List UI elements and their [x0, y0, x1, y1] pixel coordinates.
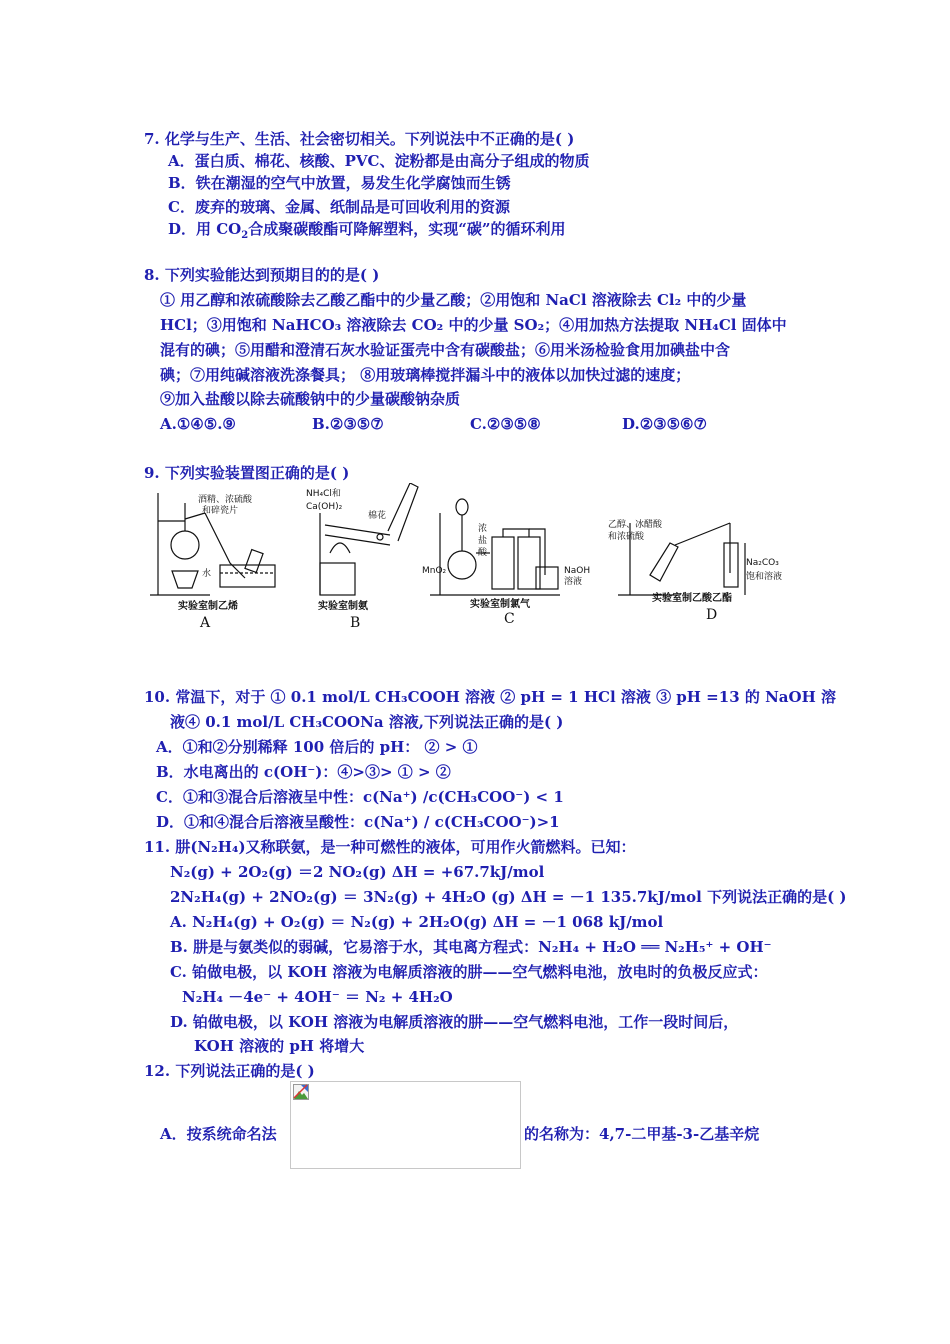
q11-option-d-cont: KOH 溶液的 pH 将增大	[194, 1037, 365, 1055]
fig-b-letter: B	[350, 615, 361, 631]
apparatus-svg	[150, 483, 810, 633]
fig-c-naoh-2: 溶液	[564, 577, 583, 587]
q8-line-3: 混有的碘；⑤用醋和澄清石灰水验证蛋壳中含有碳酸盐；⑥用米汤检验食用加碘盐中含	[160, 341, 731, 359]
q8-stem: 8. 下列实验能达到预期目的的是( )	[144, 266, 380, 284]
q11-stem: 11. 肼(N₂H₄)又称联氨，是一种可燃性的液体，可用作火箭燃料。已知：	[144, 838, 636, 856]
q8-line-5: ⑨加入盐酸以除去硫酸钠中的少量碳酸钠杂质	[160, 390, 461, 408]
fig-a-caption: 实验室制乙烯	[178, 601, 238, 612]
fig-d-label-1: 乙醇、冰醋酸	[608, 520, 663, 530]
fig-d-label-2: 和浓硫酸	[608, 532, 645, 542]
q10-option-b: B．水电离出的 c(OH⁻)：④>③> ① > ②	[156, 763, 451, 781]
q11-equation-1: N₂(g) + 2O₂(g) ＝2 NO₂(g) ΔH = +67.7kJ/mol	[170, 863, 545, 881]
fig-c-naoh-1: NaOH	[564, 566, 591, 576]
fig-c-letter: C	[504, 611, 515, 627]
q11-equation-2: 2N₂H₄(g) + 2NO₂(g) ＝ 3N₂(g) + 4H₂O (g) ΔH = －1 135.7kJ/mol 下列说法正确的是( )	[170, 888, 847, 906]
fig-c-label-3: 酸	[478, 548, 488, 558]
fig-a-label-1: 酒精、浓硫酸	[198, 495, 253, 505]
q8-option-b: B.②③⑤⑦	[312, 415, 384, 433]
fig-a-label-2: 和碎瓷片	[202, 506, 239, 516]
q10-line-1: 10. 常温下，对于 ① 0.1 mol/L CH₃COOH 溶液 ② pH = 1 HCl 溶液 ③ pH =13 的 NaOH 溶	[144, 688, 836, 706]
broken-image-icon	[293, 1084, 309, 1100]
q8-option-d: D.②③⑤⑥⑦	[622, 415, 707, 433]
fig-d-caption: 实验室制乙酸乙酯	[652, 593, 732, 604]
q8-line-1: ① 用乙醇和浓硫酸除去乙酸乙酯中的少量乙酸；②用饱和 NaCl 溶液除去 Cl₂ 中的少量	[160, 291, 747, 309]
q11-option-d: D. 铂做电极，以 KOH 溶液为电解质溶液的肼——空气燃料电池，工作一段时间后，	[170, 1013, 739, 1031]
q10-option-c: C．①和③混合后溶液呈中性：c(Na⁺) /c(CH₃COO⁻) < 1	[156, 788, 564, 806]
fig-a-letter: A	[200, 615, 211, 631]
q7-option-a: A．蛋白质、棉花、核酸、PVC、淀粉都是由高分子组成的物质	[168, 152, 590, 170]
q10-line-2: 液④ 0.1 mol/L CH₃COONa 溶液,下列说法正确的是( )	[170, 713, 564, 731]
fig-c-mno2: MnO₂	[422, 566, 447, 576]
fig-b-cotton: 棉花	[368, 511, 387, 521]
fig-d-letter: D	[706, 607, 718, 623]
q11-option-b: B. 肼是与氨类似的弱碱，它易溶于水，其电离方程式：N₂H₄ + H₂O ══ N₂H₅⁺ + OH⁻	[170, 938, 772, 956]
structure-image-placeholder	[290, 1081, 521, 1169]
fig-b-label-1: NH₄Cl和	[306, 489, 341, 499]
q7-option-c: C．废弃的玻璃、金属、纸制品是可回收利用的资源	[168, 198, 510, 216]
fig-c-label-1: 浓	[478, 524, 488, 534]
q8-line-4: 碘；⑦用纯碱溶液洗涤餐具； ⑧用玻璃棒搅拌漏斗中的液体以加快过滤的速度；	[160, 366, 691, 384]
q8-option-a: A.①④⑤.⑨	[160, 415, 236, 433]
fig-d-saturated: 饱和溶液	[746, 572, 783, 582]
fig-c-label-2: 盐	[478, 536, 488, 546]
fig-d-na2co3: Na₂CO₃	[746, 558, 779, 568]
fig-c-caption: 实验室制氯气	[470, 599, 530, 610]
q12-option-a-post: 的名称为：4,7-二甲基-3-乙基辛烷	[524, 1125, 760, 1143]
q12-option-a-pre: A．按系统命名法	[160, 1125, 277, 1143]
fig-b-caption: 实验室制氨	[318, 601, 368, 612]
apparatus-figure	[150, 483, 810, 633]
q9-stem: 9. 下列实验装置图正确的是( )	[144, 464, 350, 482]
fig-a-water: 水	[202, 569, 212, 579]
q11-option-c-equation: N₂H₄ －4e⁻ + 4OH⁻ ＝ N₂ + 4H₂O	[182, 988, 453, 1006]
q7-stem: 7. 化学与生产、生活、社会密切相关。下列说法中不正确的是( )	[144, 130, 575, 148]
fig-b-label-2: Ca(OH)₂	[306, 502, 343, 512]
q11-option-a: A. N₂H₄(g) + O₂(g) ＝ N₂(g) + 2H₂O(g) ΔH = －1 068 kJ/mol	[170, 913, 664, 931]
q7-option-b: B．铁在潮湿的空气中放置，易发生化学腐蚀而生锈	[168, 174, 511, 192]
q11-option-c: C. 铂做电极，以 KOH 溶液为电解质溶液的肼——空气燃料电池，放电时的负极反应式：	[170, 963, 768, 981]
q10-option-a: A．①和②分别稀释 100 倍后的 pH： ② > ①	[156, 738, 478, 756]
q8-line-2: HCl；③用饱和 NaHCO₃ 溶液除去 CO₂ 中的少量 SO₂；④用加热方法提取 NH₄Cl 固体中	[160, 316, 787, 334]
q12-stem: 12. 下列说法正确的是( )	[144, 1062, 315, 1080]
q10-option-d: D．①和④混合后溶液呈酸性：c(Na⁺) / c(CH₃COO⁻)>1	[156, 813, 560, 831]
q7-option-d: D．用 $CO_2$合成聚碳酸酯可降解塑料，实现“碳”的循环利用	[168, 220, 566, 241]
q8-option-c: C.②③⑤⑧	[470, 415, 541, 433]
